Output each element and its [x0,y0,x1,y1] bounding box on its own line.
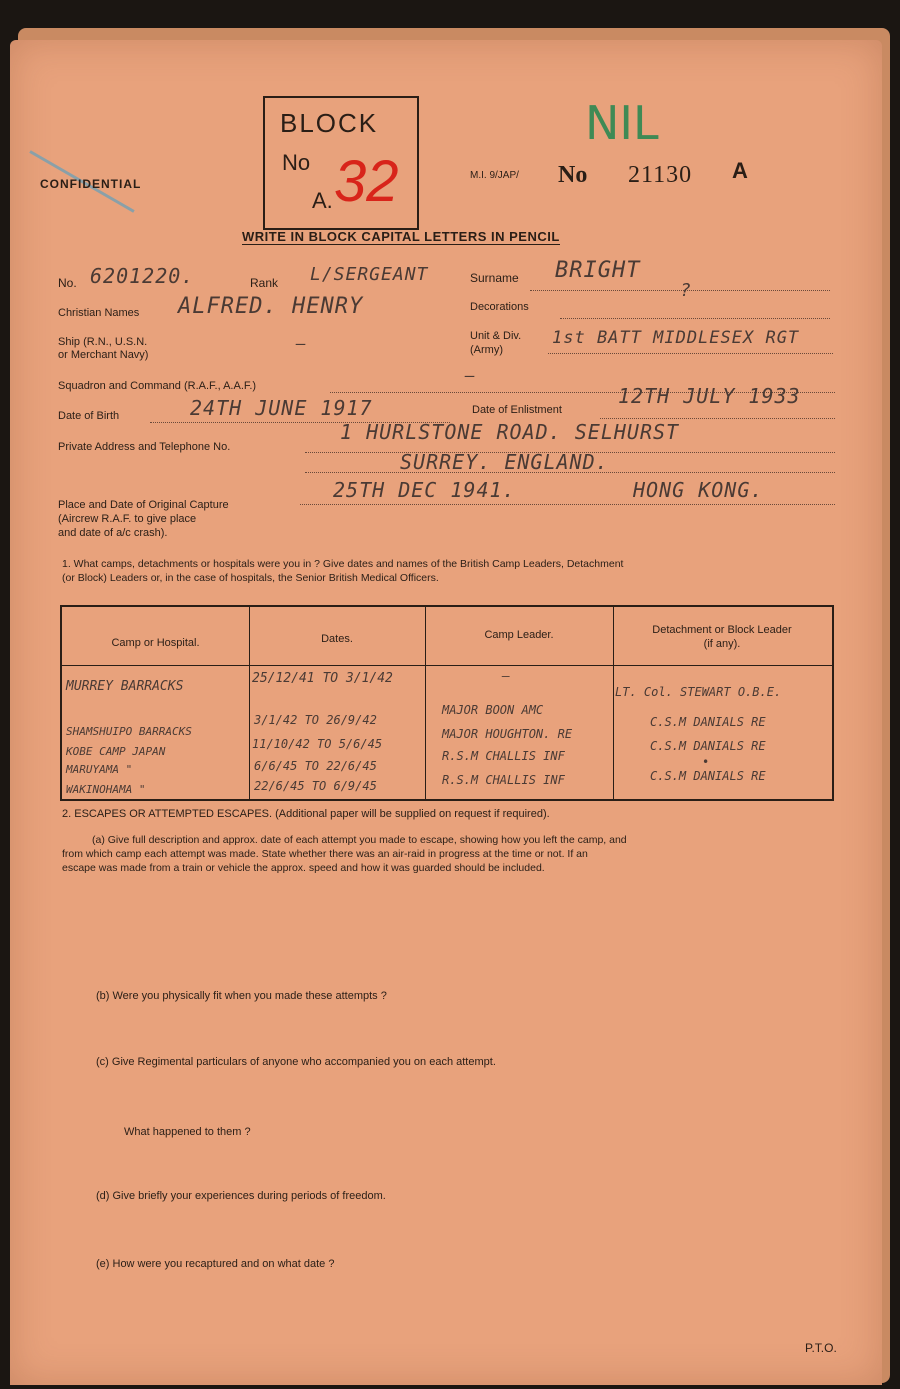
pencil-instruction: WRITE IN BLOCK CAPITAL LETTERS IN PENCIL [242,229,560,244]
ship-label-1: Ship (R.N., U.S.N. [58,336,148,348]
table-cell: LT. Col. STEWART O.B.E. [615,685,782,699]
dob-label: Date of Birth [58,410,120,422]
address-line-1: 1 HURLSTONE ROAD. SELHURST [340,420,680,444]
rank-label: Rank [250,276,279,290]
table-cell: KOBE CAMP JAPAN [66,745,166,758]
table-cell: 3/1/42 TO 26/9/42 [254,713,377,727]
decorations-label: Decorations [470,301,529,313]
section2-c: (c) Give Regimental particulars of anyone who accompanied you on each attempt. [96,1056,496,1068]
table-cell: WAKINOHAMA " [66,783,146,796]
capture-label-2: (Aircrew R.A.F. to give place [58,513,197,525]
ship-label-2: or Merchant Navy) [58,349,149,361]
squadron-value: — [465,366,476,385]
unit-line [548,353,833,354]
address-line-2-rule [305,472,835,473]
capture-line [300,504,835,505]
block-no-label: No [282,150,311,175]
dob-value: 24TH JUNE 1917 [190,396,373,420]
table-header-camp: Camp or Hospital. [111,637,200,649]
surname-value: BRIGHT [555,258,641,283]
mi-reference: M.I. 9/JAP/ [470,170,519,181]
service-no-value: 6201220. [90,264,195,288]
table-cell: R.S.M CHALLIS INF [442,749,565,763]
form-number: 21130 [628,162,693,188]
section2-b: (b) Were you physically fit when you made these attempts ? [96,990,387,1002]
address-label: Private Address and Telephone No. [58,441,231,453]
table-header-dates: Dates. [321,633,353,645]
address-line-2: SURREY. ENGLAND. [400,450,609,474]
rank-value: L/SERGEANT [310,264,429,285]
table-cell: MAJOR BOON AMC [442,703,544,717]
form-letter: A [732,158,748,183]
table-cell: R.S.M CHALLIS INF [442,773,565,787]
capture-date: 25TH DEC 1941. [333,478,516,502]
table-cell: C.S.M DANIALS RE [650,769,766,783]
pto-label: P.T.O. [805,1341,837,1355]
table-cell: • [702,755,710,769]
table-cell: 22/6/45 TO 6/9/45 [254,779,377,793]
table-col-divider [613,607,614,799]
unit-value: 1st BATT MIDDLESEX RGT [552,328,800,348]
table-header-camp-leader: Camp Leader. [484,629,554,641]
section2-a-line-2: from which camp each attempt was made. State whether there was an air-raid in progress at the time or not. If an [62,848,588,860]
capture-label-1: Place and Date of Original Capture [58,499,229,511]
capture-label-3: and date of a/c crash). [58,527,168,539]
table-cell: MURREY BARRACKS [66,679,184,694]
table-header-detachment-leader: Detachment or Block Leader (if any). [652,624,792,650]
confidential-label: CONFIDENTIAL [40,177,142,191]
camps-table [60,605,834,801]
table-cell: MARUYAMA " [66,763,133,776]
table-header-rule [62,665,832,666]
table-cell: C.S.M DANIALS RE [650,715,766,729]
service-no-label: No. [58,276,77,290]
section2-d: (d) Give briefly your experiences during periods of freedom. [96,1190,386,1202]
section1-text-2: (or Block) Leaders or, in the case of hospitals, the Senior British Medical Officers. [62,572,439,584]
table-cell: MAJOR HOUGHTON. RE [442,727,573,741]
christian-names-label: Christian Names [58,307,140,319]
table-cell: 6/6/45 TO 22/6/45 [254,759,377,773]
decorations-line [560,318,830,319]
surname-label: Surname [470,271,519,285]
table-cell: 25/12/41 TO 3/1/42 [252,671,393,686]
block-letter: A. [312,188,333,213]
block-label: BLOCK [280,108,379,138]
enlistment-value: 12TH JULY 1933 [618,384,801,408]
decorations-value: ? [680,280,692,301]
squadron-label: Squadron and Command (R.A.F., A.A.F.) [58,380,257,392]
christian-names-value: ALFRED. HENRY [178,294,364,319]
capture-place: HONG KONG. [633,478,764,502]
section2-title: 2. ESCAPES OR ATTEMPTED ESCAPES. (Additional paper will be supplied on request if required). [62,808,550,820]
section2-e: (e) How were you recaptured and on what date ? [96,1258,335,1270]
section2-a-line-3: escape was made from a train or vehicle the approx. speed and how it was guarded should be included. [62,862,545,874]
section2-c-sub: What happened to them ? [124,1126,251,1138]
table-cell: — [502,669,510,684]
section1-text-1: 1. What camps, detachments or hospitals were you in ? Give dates and names of the British Camp Leaders, Detachment [62,558,624,570]
table-cell: 11/10/42 TO 5/6/45 [252,737,383,751]
unit-label-2: (Army) [470,344,503,356]
table-cell: C.S.M DANIALS RE [650,739,766,753]
section2-a-line-1: (a) Give full description and approx. date of each attempt you made to escape, showing how you left the camp, and [92,834,627,846]
form-no-mark: No [558,162,588,188]
ship-value: — [296,334,307,353]
nil-mark: NIL [585,96,659,150]
table-cell: SHAMSHUIPO BARRACKS [66,725,192,738]
block-number-handwritten: 32 [334,149,399,214]
enlistment-label: Date of Enlistment [472,404,562,416]
enlistment-line [600,418,835,419]
unit-label-1: Unit & Div. [470,330,522,342]
